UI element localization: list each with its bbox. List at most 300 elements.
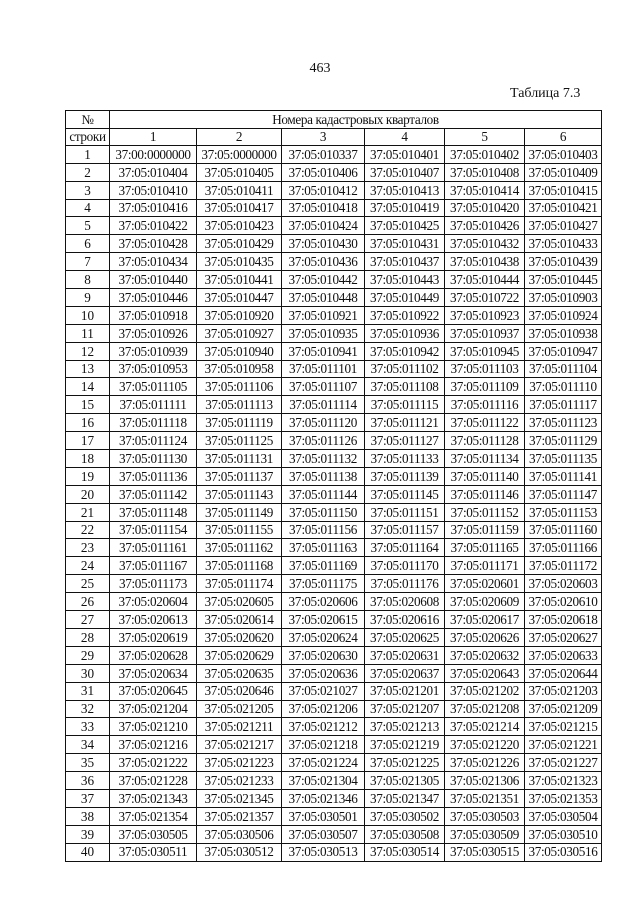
cadastral-number-cell: 37:05:011147 — [525, 485, 602, 503]
cadastral-table — [65, 110, 602, 862]
table-label: Таблица 7.3 — [510, 86, 581, 101]
cadastral-number-cell: 37:05:010432 — [445, 235, 525, 253]
table-row — [66, 181, 602, 199]
cadastral-number-cell: 37:05:010441 — [197, 271, 282, 289]
cadastral-number-cell: 37:05:020643 — [445, 664, 525, 682]
cadastral-number-cell: 37:05:020604 — [110, 593, 197, 611]
cadastral-number-cell: 37:05:011143 — [197, 485, 282, 503]
cadastral-number-cell: 37:05:010434 — [110, 253, 197, 271]
cadastral-number-cell: 37:05:020635 — [197, 664, 282, 682]
cadastral-number-cell: 37:05:020629 — [197, 646, 282, 664]
cadastral-number-cell: 37:05:011162 — [197, 539, 282, 557]
cadastral-number-cell: 37:05:011161 — [110, 539, 197, 557]
table-row — [66, 432, 602, 450]
cadastral-number-cell: 37:05:010920 — [197, 306, 282, 324]
cadastral-number-cell: 37:05:021205 — [197, 700, 282, 718]
cadastral-number-cell: 37:05:010922 — [365, 306, 445, 324]
cadastral-number-cell: 37:05:030512 — [197, 843, 282, 861]
cadastral-number-cell: 37:05:021217 — [197, 736, 282, 754]
cadastral-number-cell: 37:05:020631 — [365, 646, 445, 664]
column-header: 3 — [282, 128, 365, 145]
table-row — [66, 289, 602, 307]
cadastral-number-cell: 37:05:021225 — [365, 754, 445, 772]
cadastral-number-cell: 37:05:010953 — [110, 360, 197, 378]
cadastral-number-cell: 37:05:010444 — [445, 271, 525, 289]
table-row — [66, 378, 602, 396]
cadastral-number-cell: 37:05:011153 — [525, 503, 602, 521]
table-column-row — [66, 128, 602, 145]
cadastral-number-cell: 37:05:020613 — [110, 611, 197, 629]
cadastral-number-cell: 37:05:030511 — [110, 843, 197, 861]
cadastral-number-cell: 37:05:011132 — [282, 450, 365, 468]
cadastral-number-cell: 37:05:010424 — [282, 217, 365, 235]
cadastral-number-cell: 37:05:021220 — [445, 736, 525, 754]
table-row — [66, 575, 602, 593]
cadastral-number-cell: 37:05:021207 — [365, 700, 445, 718]
cadastral-number-cell: 37:05:011123 — [525, 414, 602, 432]
cadastral-number-cell: 37:05:010409 — [525, 163, 602, 181]
table-row — [66, 557, 602, 575]
cadastral-number-cell: 37:05:010427 — [525, 217, 602, 235]
table-row — [66, 718, 602, 736]
cadastral-number-cell: 37:05:020614 — [197, 611, 282, 629]
cadastral-number-cell: 37:05:011169 — [282, 557, 365, 575]
cadastral-number-cell: 37:05:010947 — [525, 342, 602, 360]
cadastral-number-cell: 37:05:011103 — [445, 360, 525, 378]
cadastral-number-cell: 37:05:010449 — [365, 289, 445, 307]
cadastral-number-cell: 37:05:011144 — [282, 485, 365, 503]
cadastral-number-cell: 37:05:021347 — [365, 789, 445, 807]
cadastral-number-cell: 37:05:010446 — [110, 289, 197, 307]
table-row — [66, 306, 602, 324]
cadastral-number-cell: 37:05:010935 — [282, 324, 365, 342]
cadastral-number-cell: 37:05:010945 — [445, 342, 525, 360]
cadastral-number-cell: 37:05:011155 — [197, 521, 282, 539]
row-number-cell: 13 — [66, 360, 110, 378]
row-number-cell: 32 — [66, 700, 110, 718]
cadastral-number-cell: 37:05:011164 — [365, 539, 445, 557]
cadastral-number-cell: 37:05:010958 — [197, 360, 282, 378]
row-number-cell: 7 — [66, 253, 110, 271]
cadastral-number-cell: 37:05:010445 — [525, 271, 602, 289]
table-row — [66, 145, 602, 163]
cadastral-number-cell: 37:05:020618 — [525, 611, 602, 629]
cadastral-number-cell: 37:05:011171 — [445, 557, 525, 575]
cadastral-number-cell: 37:05:010442 — [282, 271, 365, 289]
cadastral-number-cell: 37:05:010420 — [445, 199, 525, 217]
cadastral-number-cell: 37:05:021210 — [110, 718, 197, 736]
cadastral-number-cell: 37:05:020610 — [525, 593, 602, 611]
cadastral-number-cell: 37:05:010425 — [365, 217, 445, 235]
cadastral-number-cell: 37:05:021213 — [365, 718, 445, 736]
cadastral-number-cell: 37:05:021215 — [525, 718, 602, 736]
cadastral-number-cell: 37:05:020636 — [282, 664, 365, 682]
cadastral-number-cell: 37:05:010937 — [445, 324, 525, 342]
cadastral-number-cell: 37:05:021357 — [197, 807, 282, 825]
row-number-cell: 4 — [66, 199, 110, 217]
row-number-cell: 3 — [66, 181, 110, 199]
cadastral-number-cell: 37:05:010410 — [110, 181, 197, 199]
cadastral-number-cell: 37:05:030503 — [445, 807, 525, 825]
cadastral-number-cell: 37:05:021211 — [197, 718, 282, 736]
column-header: 1 — [110, 128, 197, 145]
cadastral-number-cell: 37:05:030509 — [445, 825, 525, 843]
cadastral-number-cell: 37:05:011106 — [197, 378, 282, 396]
cadastral-number-cell: 37:05:011167 — [110, 557, 197, 575]
cadastral-number-cell: 37:05:011139 — [365, 467, 445, 485]
cadastral-number-cell: 37:05:010408 — [445, 163, 525, 181]
cadastral-number-cell: 37:05:011129 — [525, 432, 602, 450]
cadastral-number-cell: 37:05:011149 — [197, 503, 282, 521]
cadastral-number-cell: 37:05:021353 — [525, 789, 602, 807]
cadastral-number-cell: 37:05:021203 — [525, 682, 602, 700]
cadastral-number-cell: 37:05:011138 — [282, 467, 365, 485]
row-number-cell: 10 — [66, 306, 110, 324]
row-number-cell: 25 — [66, 575, 110, 593]
cadastral-number-cell: 37:05:030508 — [365, 825, 445, 843]
cadastral-number-cell: 37:05:010406 — [282, 163, 365, 181]
row-number-cell: 36 — [66, 772, 110, 790]
cadastral-number-cell: 37:05:021351 — [445, 789, 525, 807]
table-row — [66, 414, 602, 432]
cadastral-number-cell: 37:05:010430 — [282, 235, 365, 253]
cadastral-number-cell: 37:05:010407 — [365, 163, 445, 181]
group-title-header: Номера кадастровых кварталов — [110, 111, 602, 129]
table-row — [66, 485, 602, 503]
table-row — [66, 825, 602, 843]
cadastral-number-cell: 37:05:011146 — [445, 485, 525, 503]
cadastral-number-cell: 37:05:011120 — [282, 414, 365, 432]
cadastral-number-cell: 37:05:020626 — [445, 628, 525, 646]
cadastral-number-cell: 37:05:021027 — [282, 682, 365, 700]
row-number-cell: 2 — [66, 163, 110, 181]
row-number-cell: 9 — [66, 289, 110, 307]
cadastral-number-cell: 37:05:021204 — [110, 700, 197, 718]
cadastral-number-cell: 37:05:020616 — [365, 611, 445, 629]
cadastral-number-cell: 37:05:010405 — [197, 163, 282, 181]
cadastral-number-cell: 37:05:010918 — [110, 306, 197, 324]
cadastral-number-cell: 37:05:010941 — [282, 342, 365, 360]
cadastral-number-cell: 37:05:021343 — [110, 789, 197, 807]
cadastral-number-cell: 37:05:011102 — [365, 360, 445, 378]
cadastral-number-cell: 37:05:010429 — [197, 235, 282, 253]
cadastral-number-cell: 37:05:021206 — [282, 700, 365, 718]
row-number-cell: 15 — [66, 396, 110, 414]
cadastral-number-cell: 37:05:030504 — [525, 807, 602, 825]
cadastral-number-cell: 37:05:010437 — [365, 253, 445, 271]
cadastral-number-cell: 37:05:010431 — [365, 235, 445, 253]
cadastral-number-cell: 37:05:011168 — [197, 557, 282, 575]
cadastral-number-cell: 37:05:020615 — [282, 611, 365, 629]
cadastral-number-cell: 37:05:010421 — [525, 199, 602, 217]
cadastral-number-cell: 37:05:020601 — [445, 575, 525, 593]
cadastral-number-cell: 37:05:010439 — [525, 253, 602, 271]
table-row — [66, 163, 602, 181]
cadastral-number-cell: 37:05:011154 — [110, 521, 197, 539]
table-row — [66, 199, 602, 217]
cadastral-number-cell: 37:05:020609 — [445, 593, 525, 611]
table-row — [66, 235, 602, 253]
cadastral-number-cell: 37:05:010403 — [525, 145, 602, 163]
row-number-cell: 1 — [66, 145, 110, 163]
cadastral-number-cell: 37:05:011152 — [445, 503, 525, 521]
table-row — [66, 593, 602, 611]
row-number-cell: 38 — [66, 807, 110, 825]
cadastral-number-cell: 37:05:010414 — [445, 181, 525, 199]
cadastral-number-cell: 37:05:021216 — [110, 736, 197, 754]
cadastral-number-cell: 37:05:020603 — [525, 575, 602, 593]
cadastral-number-cell: 37:05:011115 — [365, 396, 445, 414]
row-number-cell: 28 — [66, 628, 110, 646]
cadastral-number-cell: 37:05:010927 — [197, 324, 282, 342]
cadastral-number-cell: 37:05:021305 — [365, 772, 445, 790]
cadastral-number-cell: 37:05:011145 — [365, 485, 445, 503]
cadastral-number-cell: 37:05:010416 — [110, 199, 197, 217]
row-number-cell: 16 — [66, 414, 110, 432]
cadastral-number-cell: 37:05:010438 — [445, 253, 525, 271]
table-row — [66, 736, 602, 754]
cadastral-number-cell: 37:05:011101 — [282, 360, 365, 378]
cadastral-number-cell: 37:05:011119 — [197, 414, 282, 432]
row-number-cell: 6 — [66, 235, 110, 253]
column-header: 2 — [197, 128, 282, 145]
cadastral-number-cell: 37:05:010418 — [282, 199, 365, 217]
cadastral-number-cell: 37:05:011160 — [525, 521, 602, 539]
cadastral-number-cell: 37:05:010417 — [197, 199, 282, 217]
cadastral-number-cell: 37:05:030516 — [525, 843, 602, 861]
row-number-cell: 22 — [66, 521, 110, 539]
cadastral-number-cell: 37:05:021228 — [110, 772, 197, 790]
cadastral-number-cell: 37:05:010440 — [110, 271, 197, 289]
cadastral-number-cell: 37:05:010337 — [282, 145, 365, 163]
cadastral-number-cell: 37:05:011130 — [110, 450, 197, 468]
cadastral-number-cell: 37:05:021214 — [445, 718, 525, 736]
cadastral-number-cell: 37:05:011151 — [365, 503, 445, 521]
cadastral-number-cell: 37:05:020644 — [525, 664, 602, 682]
cadastral-number-cell: 37:05:011105 — [110, 378, 197, 396]
cadastral-number-cell: 37:05:010443 — [365, 271, 445, 289]
cadastral-number-cell: 37:05:011137 — [197, 467, 282, 485]
row-number-cell: 39 — [66, 825, 110, 843]
row-number-cell: 21 — [66, 503, 110, 521]
cadastral-number-cell: 37:05:010422 — [110, 217, 197, 235]
row-number-header-top: № — [66, 111, 110, 129]
cadastral-number-cell: 37:05:010423 — [197, 217, 282, 235]
cadastral-number-cell: 37:05:0000000 — [197, 145, 282, 163]
table-row — [66, 682, 602, 700]
cadastral-number-cell: 37:05:011124 — [110, 432, 197, 450]
row-number-cell: 35 — [66, 754, 110, 772]
cadastral-number-cell: 37:05:021226 — [445, 754, 525, 772]
cadastral-number-cell: 37:05:010428 — [110, 235, 197, 253]
cadastral-number-cell: 37:05:011148 — [110, 503, 197, 521]
cadastral-number-cell: 37:05:021223 — [197, 754, 282, 772]
cadastral-number-cell: 37:05:010923 — [445, 306, 525, 324]
cadastral-number-cell: 37:05:020628 — [110, 646, 197, 664]
cadastral-number-cell: 37:05:011126 — [282, 432, 365, 450]
row-number-cell: 29 — [66, 646, 110, 664]
cadastral-number-cell: 37:05:021354 — [110, 807, 197, 825]
cadastral-number-cell: 37:05:021345 — [197, 789, 282, 807]
cadastral-number-cell: 37:05:010921 — [282, 306, 365, 324]
cadastral-number-cell: 37:05:011173 — [110, 575, 197, 593]
cadastral-number-cell: 37:05:011166 — [525, 539, 602, 557]
cadastral-number-cell: 37:05:021212 — [282, 718, 365, 736]
row-number-cell: 8 — [66, 271, 110, 289]
cadastral-number-cell: 37:05:030502 — [365, 807, 445, 825]
cadastral-number-cell: 37:05:011165 — [445, 539, 525, 557]
cadastral-number-cell: 37:05:011125 — [197, 432, 282, 450]
page-number: 463 — [309, 61, 331, 76]
cadastral-number-cell: 37:05:010413 — [365, 181, 445, 199]
row-number-cell: 37 — [66, 789, 110, 807]
table-row — [66, 789, 602, 807]
row-number-cell: 24 — [66, 557, 110, 575]
cadastral-number-cell: 37:05:011134 — [445, 450, 525, 468]
cadastral-number-cell: 37:05:011136 — [110, 467, 197, 485]
cadastral-number-cell: 37:05:021304 — [282, 772, 365, 790]
cadastral-number-cell: 37:05:021306 — [445, 772, 525, 790]
cadastral-number-cell: 37:05:011128 — [445, 432, 525, 450]
cadastral-number-cell: 37:05:010940 — [197, 342, 282, 360]
cadastral-number-cell: 37:05:010412 — [282, 181, 365, 199]
cadastral-number-cell: 37:05:030501 — [282, 807, 365, 825]
row-number-cell: 11 — [66, 324, 110, 342]
cadastral-number-cell: 37:05:010419 — [365, 199, 445, 217]
cadastral-number-cell: 37:05:010926 — [110, 324, 197, 342]
table-row — [66, 807, 602, 825]
cadastral-number-cell: 37:05:010939 — [110, 342, 197, 360]
table-row — [66, 271, 602, 289]
cadastral-number-cell: 37:05:020619 — [110, 628, 197, 646]
cadastral-number-cell: 37:05:011133 — [365, 450, 445, 468]
row-number-cell: 17 — [66, 432, 110, 450]
cadastral-number-cell: 37:05:020630 — [282, 646, 365, 664]
table-header-row — [66, 111, 602, 129]
cadastral-number-cell: 37:05:030513 — [282, 843, 365, 861]
cadastral-number-cell: 37:05:011127 — [365, 432, 445, 450]
cadastral-number-cell: 37:05:011175 — [282, 575, 365, 593]
cadastral-number-cell: 37:05:030510 — [525, 825, 602, 843]
table-row — [66, 503, 602, 521]
cadastral-number-cell: 37:05:010426 — [445, 217, 525, 235]
table-body — [66, 145, 602, 861]
column-header: 4 — [365, 128, 445, 145]
table-row — [66, 628, 602, 646]
cadastral-number-cell: 37:05:020608 — [365, 593, 445, 611]
cadastral-number-cell: 37:05:011121 — [365, 414, 445, 432]
cadastral-number-cell: 37:05:010722 — [445, 289, 525, 307]
cadastral-number-cell: 37:05:020637 — [365, 664, 445, 682]
cadastral-number-cell: 37:05:020624 — [282, 628, 365, 646]
table-row — [66, 539, 602, 557]
cadastral-number-cell: 37:05:011107 — [282, 378, 365, 396]
cadastral-number-cell: 37:05:010435 — [197, 253, 282, 271]
row-number-cell: 40 — [66, 843, 110, 861]
cadastral-number-cell: 37:05:011104 — [525, 360, 602, 378]
cadastral-number-cell: 37:05:030507 — [282, 825, 365, 843]
cadastral-number-cell: 37:05:020646 — [197, 682, 282, 700]
cadastral-number-cell: 37:05:010936 — [365, 324, 445, 342]
row-number-cell: 18 — [66, 450, 110, 468]
cadastral-number-cell: 37:05:010436 — [282, 253, 365, 271]
cadastral-number-cell: 37:05:010404 — [110, 163, 197, 181]
cadastral-number-cell: 37:05:011172 — [525, 557, 602, 575]
table-row — [66, 217, 602, 235]
table-row — [66, 253, 602, 271]
cadastral-number-cell: 37:05:011157 — [365, 521, 445, 539]
cadastral-number-cell: 37:05:011117 — [525, 396, 602, 414]
table-row — [66, 450, 602, 468]
cadastral-number-cell: 37:05:011140 — [445, 467, 525, 485]
cadastral-number-cell: 37:05:011110 — [525, 378, 602, 396]
table-row — [66, 521, 602, 539]
cadastral-number-cell: 37:05:011135 — [525, 450, 602, 468]
cadastral-number-cell: 37:05:011159 — [445, 521, 525, 539]
cadastral-number-cell: 37:05:011150 — [282, 503, 365, 521]
table-row — [66, 324, 602, 342]
cadastral-number-cell: 37:05:010938 — [525, 324, 602, 342]
cadastral-number-cell: 37:05:030514 — [365, 843, 445, 861]
cadastral-number-cell: 37:05:021346 — [282, 789, 365, 807]
row-number-cell: 23 — [66, 539, 110, 557]
table-row — [66, 611, 602, 629]
cadastral-number-cell: 37:05:020627 — [525, 628, 602, 646]
cadastral-number-cell: 37:05:011156 — [282, 521, 365, 539]
column-header: 5 — [445, 128, 525, 145]
cadastral-number-cell: 37:05:020645 — [110, 682, 197, 700]
cadastral-number-cell: 37:05:021208 — [445, 700, 525, 718]
cadastral-number-cell: 37:05:010401 — [365, 145, 445, 163]
row-number-cell: 20 — [66, 485, 110, 503]
cadastral-number-cell: 37:05:011163 — [282, 539, 365, 557]
cadastral-number-cell: 37:05:021201 — [365, 682, 445, 700]
table-row — [66, 700, 602, 718]
column-header: 6 — [525, 128, 602, 145]
cadastral-number-cell: 37:05:021202 — [445, 682, 525, 700]
cadastral-number-cell: 37:05:011116 — [445, 396, 525, 414]
row-number-cell: 33 — [66, 718, 110, 736]
cadastral-number-cell: 37:05:010415 — [525, 181, 602, 199]
cadastral-number-cell: 37:05:010402 — [445, 145, 525, 163]
table-row — [66, 646, 602, 664]
cadastral-number-cell: 37:05:020617 — [445, 611, 525, 629]
cadastral-number-cell: 37:05:011114 — [282, 396, 365, 414]
cadastral-number-cell: 37:05:021227 — [525, 754, 602, 772]
cadastral-number-cell: 37:05:021222 — [110, 754, 197, 772]
cadastral-number-cell: 37:05:011131 — [197, 450, 282, 468]
cadastral-number-cell: 37:05:010942 — [365, 342, 445, 360]
cadastral-number-cell: 37:05:011118 — [110, 414, 197, 432]
cadastral-number-cell: 37:05:021233 — [197, 772, 282, 790]
row-number-cell: 26 — [66, 593, 110, 611]
cadastral-number-cell: 37:05:010433 — [525, 235, 602, 253]
cadastral-number-cell: 37:05:020606 — [282, 593, 365, 611]
table-row — [66, 843, 602, 861]
row-number-cell: 5 — [66, 217, 110, 235]
cadastral-number-cell: 37:05:020632 — [445, 646, 525, 664]
cadastral-number-cell: 37:05:021224 — [282, 754, 365, 772]
cadastral-number-cell: 37:05:010924 — [525, 306, 602, 324]
cadastral-number-cell: 37:05:021221 — [525, 736, 602, 754]
cadastral-number-cell: 37:05:011141 — [525, 467, 602, 485]
table-row — [66, 754, 602, 772]
cadastral-number-cell: 37:05:030506 — [197, 825, 282, 843]
cadastral-number-cell: 37:05:011108 — [365, 378, 445, 396]
table-row — [66, 342, 602, 360]
row-number-cell: 12 — [66, 342, 110, 360]
row-number-cell: 31 — [66, 682, 110, 700]
